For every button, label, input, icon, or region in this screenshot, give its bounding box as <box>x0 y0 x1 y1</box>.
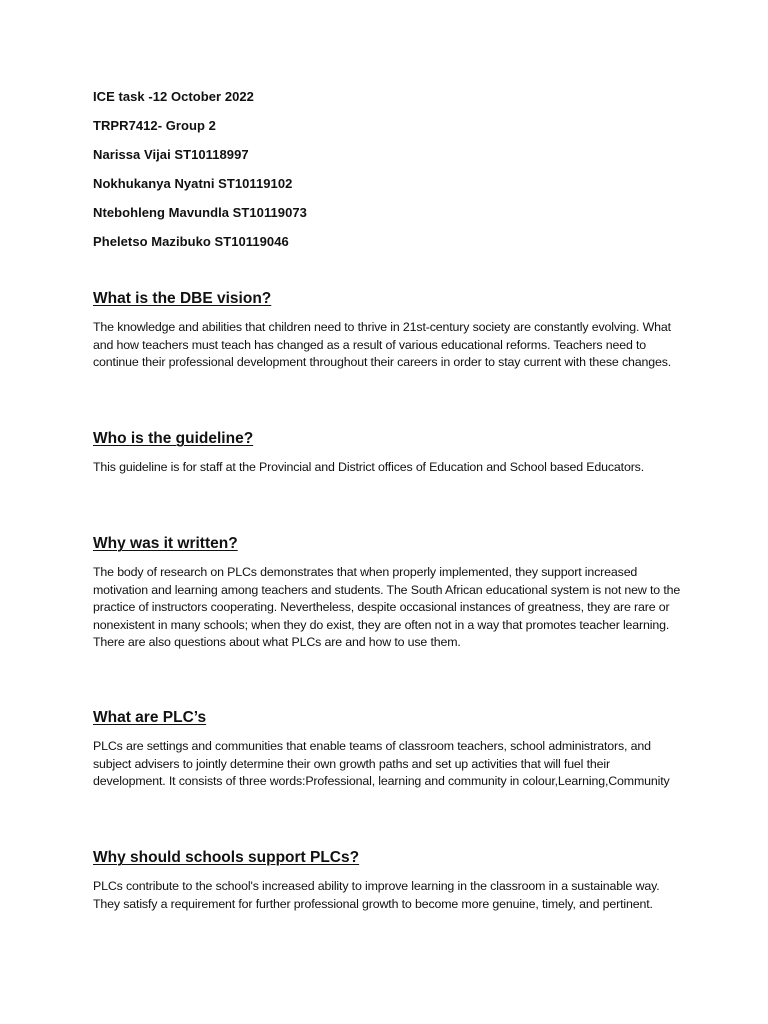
task-title: ICE task -12 October 2022 <box>93 89 254 104</box>
section-heading: What are PLC’s <box>93 709 207 726</box>
section-body: This guideline is for staff at the Provincial and District offices of Education and School based Educators. <box>93 460 645 474</box>
section-heading: What is the DBE vision? <box>93 290 272 307</box>
member-name-4: Pheletso Mazibuko ST10119046 <box>93 234 289 249</box>
member-name-2: Nokhukanya Nyatni ST10119102 <box>93 176 293 191</box>
section-body: PLCs contribute to the school's increased ability to improve learning in the classroom in a sustainable way. They satisfy a requirement for further professional growth to become more genuine, timely, and pertinent. <box>93 879 660 911</box>
section-why-written <box>93 535 683 652</box>
section-why-support-plcs <box>93 849 683 913</box>
section-body: The body of research on PLCs demonstrates that when properly implemented, they support increased motivation and learning among teachers and students. The South African educational system is not new to the practice of instructors cooperating. Nevertheless, despite occasional instances of greatness, they are rare or nonexistent in many schools; when they do exist, they are often not in a way that promotes teacher learning. There are also questions about what PLCs are and how to use them. <box>93 565 681 650</box>
section-heading: Why should schools support PLCs? <box>93 849 360 866</box>
section-body: The knowledge and abilities that children need to thrive in 21st-century society are constantly evolving. What and how teachers must teach has changed as a result of various educational reforms. Teachers need to continue their professional development throughout their careers in order to stay current with these changes. <box>93 320 672 370</box>
member-name-3: Ntebohleng Mavundla ST10119073 <box>93 205 307 220</box>
section-body: PLCs are settings and communities that enable teams of classroom teachers, school administrators, and subject advisers to jointly determine their own growth paths and set up activities that will fuel their development. It consists of three words:Professional, learning and community in colour,Learning,Community <box>93 739 670 789</box>
section-dbe-vision <box>93 290 683 372</box>
section-heading: Why was it written? <box>93 535 238 552</box>
section-what-are-plcs <box>93 709 683 791</box>
course-group: TRPR7412- Group 2 <box>93 118 216 133</box>
member-name-1: Narissa Vijai ST10118997 <box>93 147 249 162</box>
section-guideline-audience <box>93 430 683 477</box>
section-heading: Who is the guideline? <box>93 430 254 447</box>
